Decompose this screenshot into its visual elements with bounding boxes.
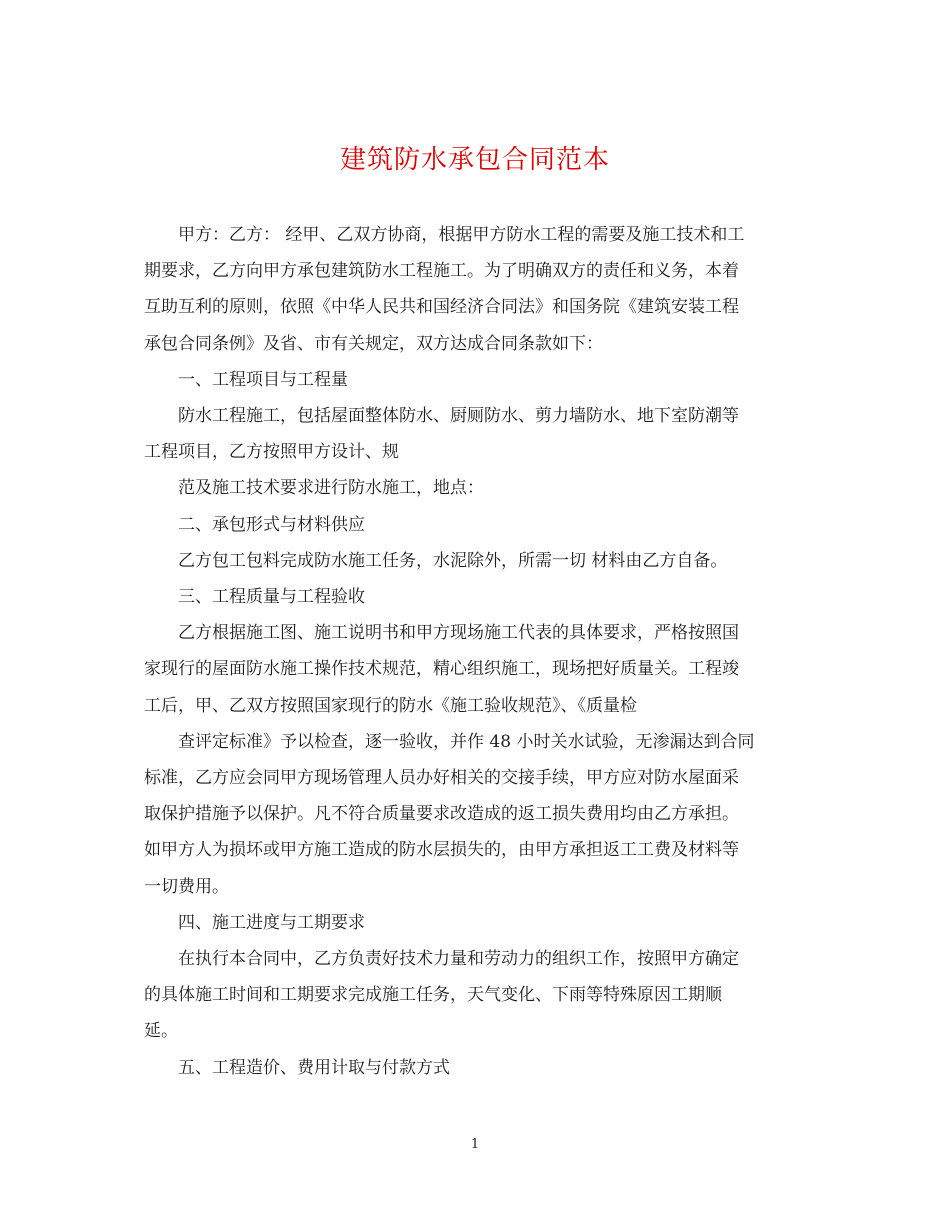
paragraph-line: 取保护措施予以保护。凡不符合质量要求改造成的返工损失费用均由乙方承担。 [144, 804, 739, 825]
paragraph-line: 期要求，乙方向甲方承包建筑防水工程施工。为了明确双方的责任和义务，本着 [144, 261, 739, 282]
document-title: 建筑防水承包合同范本 [339, 145, 610, 175]
paragraph-line: 查评定标准》予以检查，逐一验收，并作 48 小时关水试验，无渗漏达到合同 [178, 731, 755, 752]
section-heading: 二、承包形式与材料供应 [178, 514, 365, 535]
paragraph-line: 一切费用。 [144, 876, 229, 897]
section-heading: 一、工程项目与工程量 [178, 369, 348, 390]
paragraph-line: 互助互利的原则，依照《中华人民共和国经济合同法》和国务院《建筑安装工程 [144, 297, 739, 318]
paragraph-line: 承包合同条例》及省、市有关规定，双方达成合同条款如下： [144, 333, 603, 354]
paragraph-line: 乙方根据施工图、施工说明书和甲方现场施工代表的具体要求，严格按照国 [178, 623, 739, 644]
paragraph-line: 如甲方人为损坏或甲方施工造成的防水层损失的，由甲方承担返工工费及材料等 [144, 840, 739, 861]
paragraph-line: 工程项目，乙方按照甲方设计、规 [144, 442, 399, 463]
page-number: 1 [470, 1137, 480, 1152]
paragraph-line: 范及施工技术要求进行防水施工，地点： [178, 478, 484, 499]
paragraph-line: 防水工程施工，包括屋面整体防水、厨厕防水、剪力墙防水、地下室防潮等 [178, 406, 739, 427]
paragraph-line: 延。 [144, 1021, 178, 1042]
document-body [144, 217, 804, 1086]
paragraph-line: 标准，乙方应会同甲方现场管理人员办好相关的交接手续，甲方应对防水屋面采 [144, 768, 739, 789]
paragraph-line: 在执行本合同中，乙方负责好技术力量和劳动力的组织工作，按照甲方确定 [178, 949, 739, 970]
section-heading: 四、施工进度与工期要求 [178, 912, 365, 933]
paragraph-line: 家现行的屋面防水施工操作技术规范，精心组织施工，现场把好质量关。工程竣 [144, 659, 739, 680]
paragraph-line: 的具体施工时间和工期要求完成施工任务，天气变化、下雨等特殊原因工期顺 [144, 985, 722, 1006]
section-heading: 五、工程造价、费用计取与付款方式 [178, 1057, 450, 1078]
section-heading: 三、工程质量与工程验收 [178, 587, 365, 608]
paragraph-line: 甲方：乙方： 经甲、乙双方协商，根据甲方防水工程的需要及施工技术和工 [178, 225, 745, 245]
paragraph-line: 工后，甲、乙双方按照国家现行的防水《施工验收规范》、《质量检 [144, 695, 637, 716]
paragraph-line: 乙方包工包料完成防水施工任务，水泥除外，所需一切 材料由乙方自备。 [178, 550, 728, 571]
